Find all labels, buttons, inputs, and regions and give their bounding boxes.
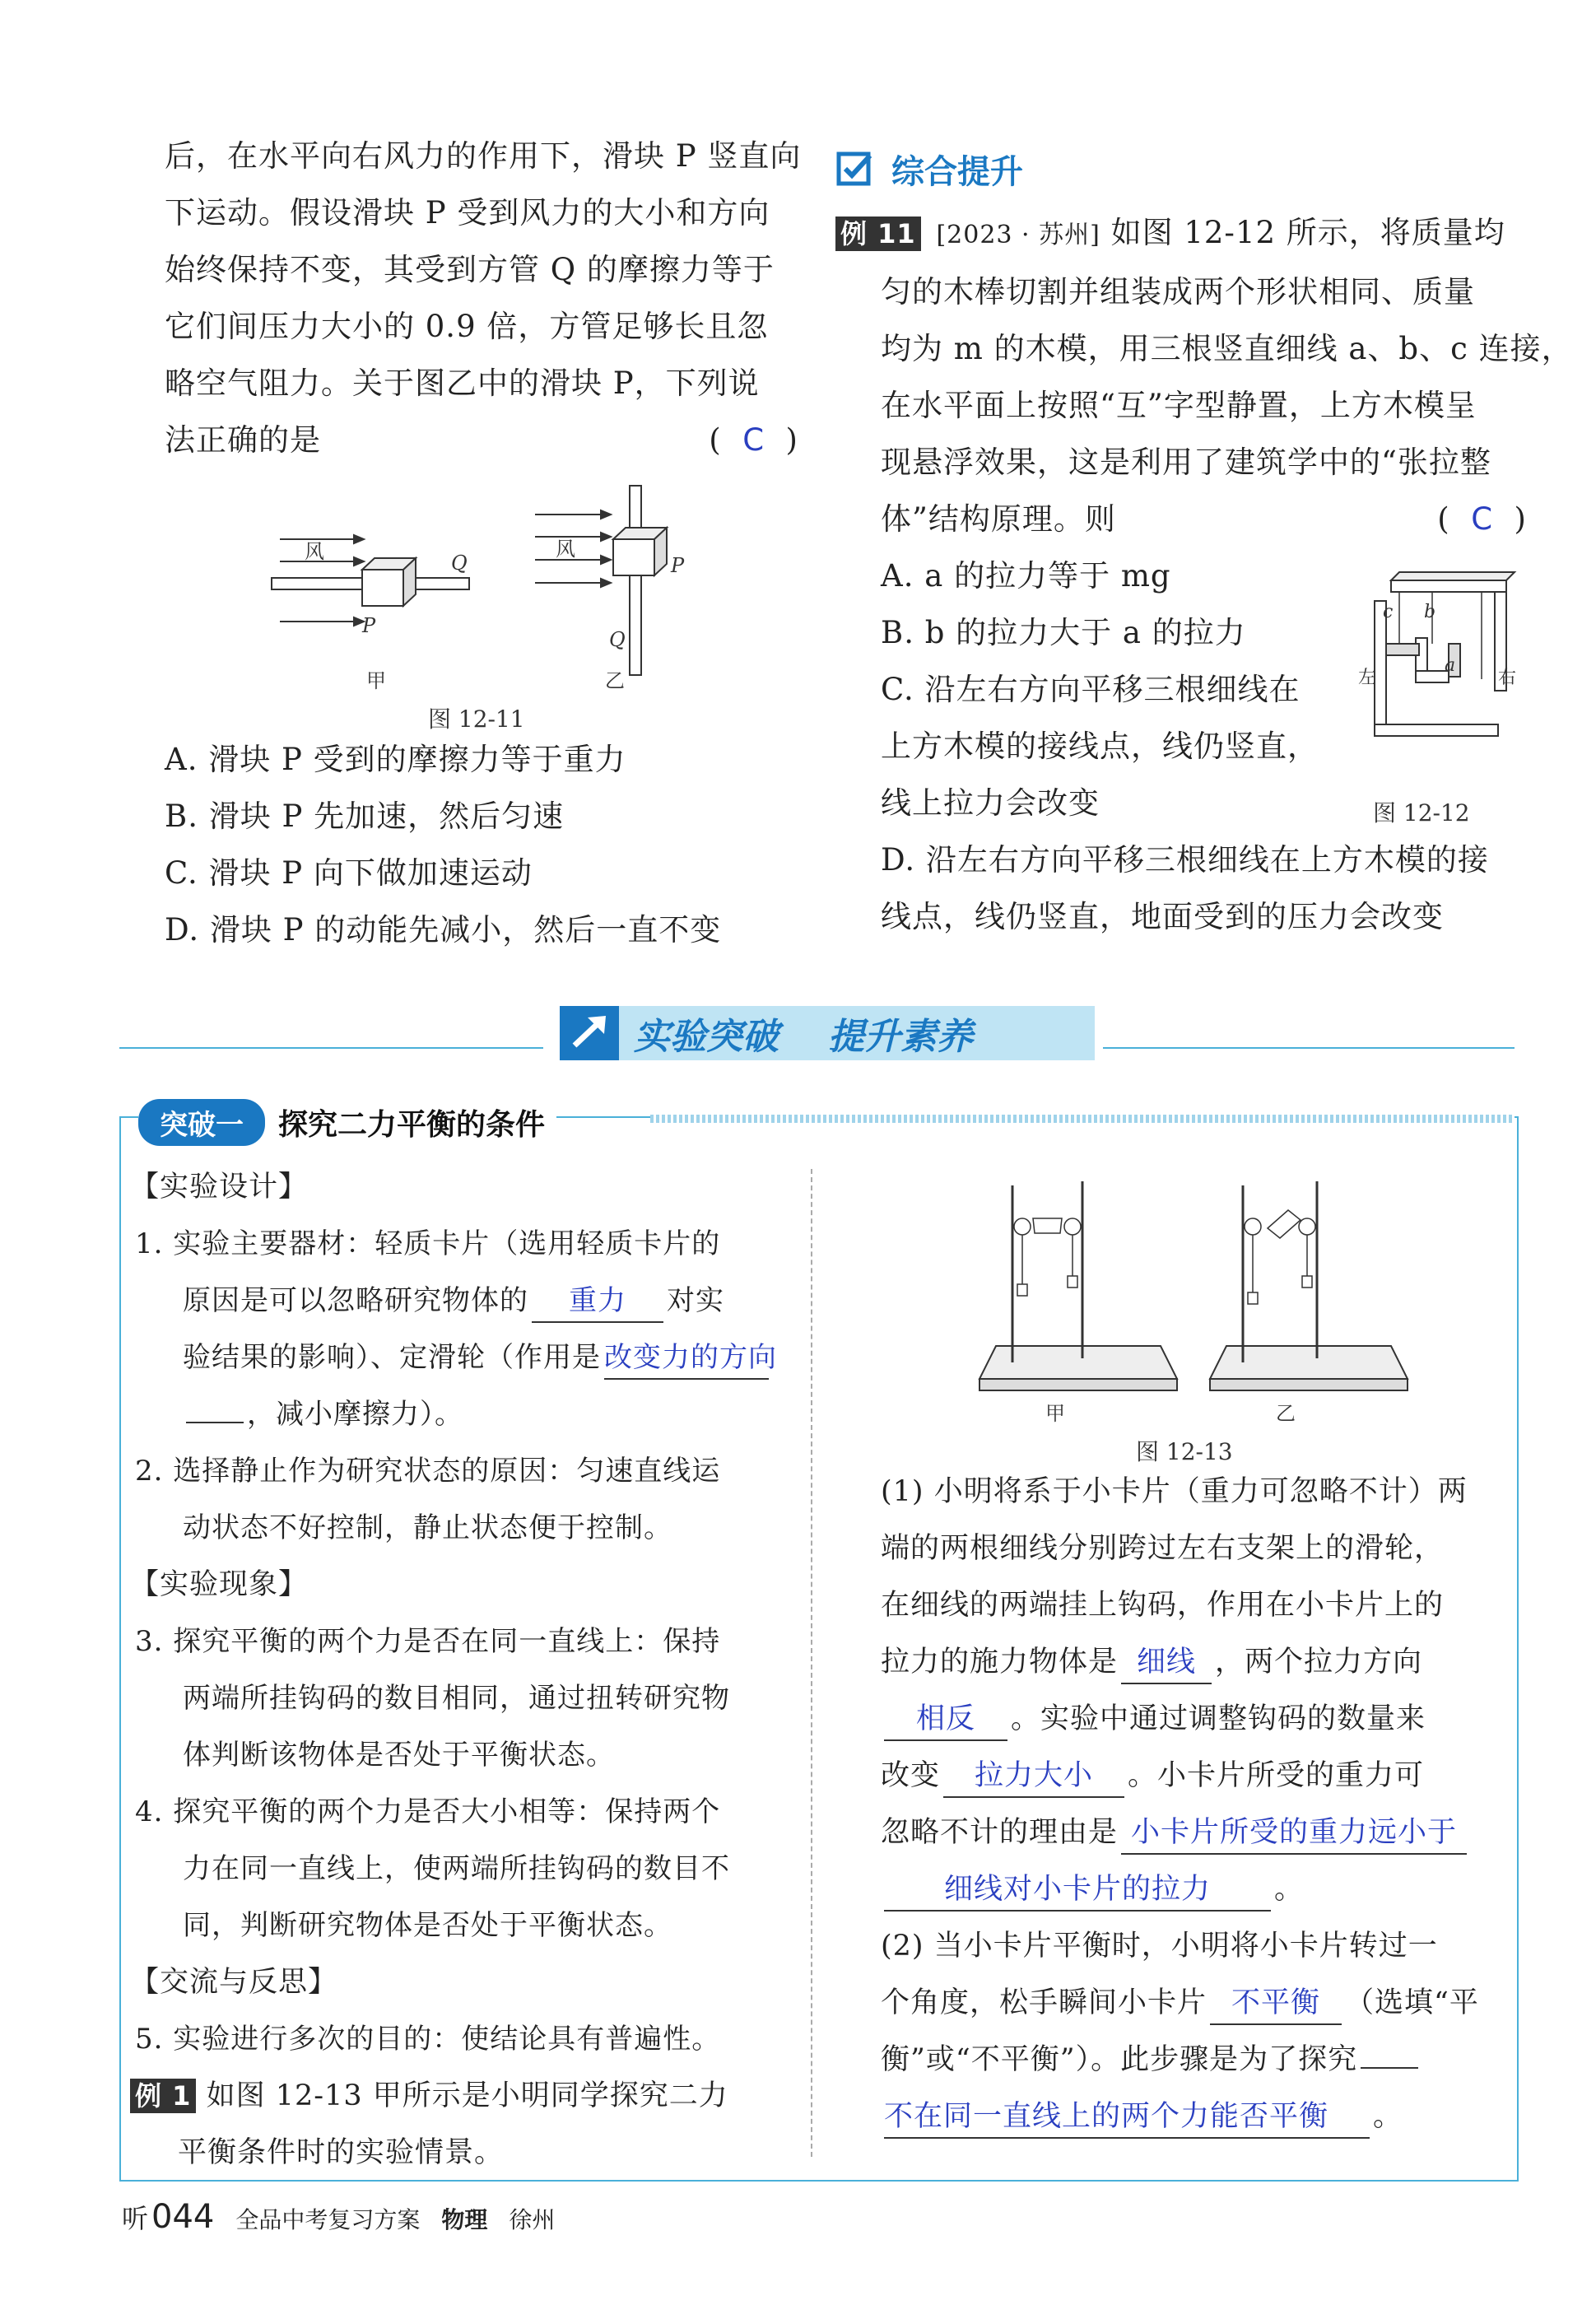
option-b: B. b 的拉力大于 a 的拉力: [881, 615, 1246, 650]
phenomenon-heading: 【实验现象】: [130, 1568, 309, 1601]
q2-line: 不在同一直线上的两个力能否平衡 。: [881, 2088, 1506, 2145]
fig-label-a: a: [1445, 655, 1456, 676]
question-line: 在水平面上按照“互”字型静置，上方木模呈: [881, 388, 1477, 423]
breakthrough-title: 探究二力平衡的条件: [278, 1108, 546, 1142]
fig-label-right: 右: [1498, 668, 1517, 688]
fig-label-wind: 风: [305, 540, 324, 563]
design-heading: 【实验设计】: [130, 1171, 309, 1204]
q1-line: 细线对小卡片的拉力 。: [881, 1861, 1506, 1918]
checkbox-icon: [835, 149, 875, 189]
header-stripe: [650, 1115, 1515, 1123]
item-5: 5. 实验进行多次的目的：使结论具有普遍性。: [135, 2023, 721, 2056]
question-line: 始终保持不变，其受到方管 Q 的摩擦力等于: [165, 252, 775, 287]
left-box-column: [130, 1159, 805, 2182]
blank-answer: 小卡片所受的重力远小于: [1121, 1812, 1467, 1855]
fig-label-q: Q: [609, 628, 626, 651]
item-2-line: 动状态不好控制，静止状态便于控制。: [183, 1511, 672, 1544]
option-c-cont: 线上拉力会改变: [881, 785, 1100, 821]
item-4-line: 同，判断研究物体是否处于平衡状态。: [183, 1909, 672, 1942]
question-line: 下运动。假设滑块 P 受到风力的大小和方向: [165, 195, 770, 231]
item-3: 3. 探究平衡的两个力是否在同一直线上：保持: [135, 1625, 721, 1658]
reflection-heading: 【交流与反思】: [130, 1966, 338, 1999]
subject: 物理: [441, 2206, 488, 2233]
figure-caption: 图 12-11: [428, 705, 525, 733]
figure-12-11: [263, 477, 724, 700]
item-1-line: 原因是可以忽略研究物体的 重力 对实: [183, 1273, 805, 1329]
answer-bracket: ( C ): [709, 422, 798, 458]
option-b: B. 滑块 P 先加速，然后匀速: [165, 799, 565, 834]
page-number: 044: [151, 2198, 215, 2236]
figure-caption: 图 12-13: [1136, 1438, 1233, 1465]
blank-answer: 细线对小卡片的拉力: [884, 1869, 1271, 1912]
blank-answer: 改变力的方向: [604, 1337, 769, 1380]
blank-answer: 不平衡: [1210, 1982, 1342, 2025]
fig-label-jia: 甲: [1045, 1402, 1065, 1425]
footer: [122, 2198, 555, 2236]
example-line: 平衡条件时的实验情景。: [178, 2136, 505, 2169]
left-top-column: [165, 128, 807, 468]
q2-line: 衡”或“不平衡”）。此步骤是为了探究: [881, 2032, 1506, 2088]
fig-label-p: P: [671, 554, 685, 577]
item-4: 4. 探究平衡的两个力是否大小相等：保持两个: [135, 1795, 721, 1828]
option-a: A. a 的拉力等于 mg: [881, 558, 1171, 594]
banner-text-2: 提升素养: [828, 1016, 973, 1058]
section-title: 综合提升: [891, 152, 1023, 191]
question-line: 均为 m 的木模，用三根竖直细线 a、b、c 连接，: [881, 331, 1573, 366]
answer-bracket: ( C ): [1437, 501, 1527, 537]
right-box-column: [881, 1464, 1506, 2145]
q2-line: 个角度，松手瞬间小卡片 不平衡 （选填“平: [881, 1975, 1506, 2032]
option-a: A. 滑块 P 受到的摩擦力等于重力: [165, 742, 626, 777]
blank-answer: 细线: [1121, 1641, 1212, 1684]
q1-line: 在细线的两端挂上钩码，作用在小卡片上的: [881, 1589, 1445, 1622]
fig-label-wind: 风: [556, 538, 575, 561]
question-line: 体”结构原理。则 ( C ): [881, 491, 1527, 547]
question-line: 略空气阻力。关于图乙中的滑块 P，下列说: [165, 366, 760, 401]
q1-line: 拉力的施力物体是 细线 ，两个拉力方向: [881, 1634, 1506, 1691]
example-label: 例 1: [130, 2079, 196, 2113]
figure-12-12: [1358, 568, 1523, 790]
blank-answer: 不在同一直线上的两个力能否平衡: [884, 2096, 1370, 2139]
column-divider: [811, 1169, 812, 2157]
fig-label-p: P: [362, 614, 376, 637]
question-line: 现悬浮效果，这是利用了建筑学中的“张拉整: [881, 445, 1491, 480]
blank-answer: 重力: [532, 1280, 663, 1323]
left-top-options: [165, 731, 721, 958]
fig-label-b: b: [1424, 602, 1436, 622]
item-1: 1. 实验主要器材：轻质卡片（选用轻质卡片的: [135, 1227, 721, 1260]
fig-label-left: 左: [1358, 668, 1377, 688]
example-line: 例 1 如图 12-13 甲所示是小明同学探究二力: [130, 2068, 805, 2125]
fig-label-c: c: [1383, 602, 1394, 622]
fig-label-q: Q: [451, 552, 468, 575]
option-c: C. 沿左右方向平移三根细线在: [881, 672, 1301, 707]
item-4-line: 力在同一直线上，使两端所挂钩码的数目不: [183, 1852, 730, 1885]
question-line: 匀的木棒切割并组装成两个形状相同、质量: [881, 274, 1475, 310]
footer-listen: 听: [122, 2203, 149, 2234]
example-label: 例 11: [835, 217, 921, 251]
answer: C: [742, 422, 765, 458]
q1-line: 改变 拉力大小 。小卡片所受的重力可: [881, 1748, 1506, 1804]
option-d: D. 滑块 P 的动能先减小，然后一直不变: [165, 912, 722, 948]
blank-start: [1361, 2067, 1418, 2069]
answer: C: [1471, 501, 1494, 537]
option-c: C. 滑块 P 向下做加速运动: [165, 855, 533, 891]
section-header: [835, 144, 1023, 193]
blank-answer: 拉力大小: [943, 1755, 1124, 1798]
item-1-line: 验结果的影响）、定滑轮（作用是 改变力的方向: [183, 1329, 805, 1386]
option-d: D. 沿左右方向平移三根细线在上方木模的接: [881, 842, 1489, 878]
item-1-line: ，减小摩擦力）。: [183, 1386, 805, 1443]
q1-line: 端的两根细线分别跨过左右支架上的滑轮，: [881, 1532, 1445, 1565]
item-3-line: 体判断该物体是否处于平衡状态。: [183, 1739, 615, 1772]
q1-line: 忽略不计的理由是 小卡片所受的重力远小于: [881, 1804, 1506, 1861]
option-c-cont: 上方木模的接线点，线仍竖直，: [881, 729, 1319, 764]
question-line: 法正确的是 ( C ): [165, 412, 807, 468]
option-d-cont: 线点，线仍竖直，地面受到的压力会改变: [881, 899, 1444, 934]
question-source: [2023 · 苏州]: [936, 221, 1100, 249]
breakthrough-header: [138, 1099, 556, 1146]
item-2: 2. 选择静止作为研究状态的原因：匀速直线运: [135, 1455, 721, 1488]
fig-label-jia: 甲: [366, 669, 386, 692]
q1-line: (1) 小明将系于小卡片（重力可忽略不计）两: [881, 1475, 1468, 1508]
question-line: 它们间压力大小的 0.9 倍，方管足够长且忽: [165, 309, 769, 344]
q2-line: (2) 当小卡片平衡时，小明将小卡片转过一: [881, 1930, 1438, 1963]
blank-answer: 相反: [884, 1698, 1007, 1741]
question-line: 例 11 [2023 · 苏州] 如图 12-12 所示，将质量均: [835, 204, 1527, 263]
book-title: 全品中考复习方案: [235, 2206, 421, 2233]
breakthrough-tag: 突破一: [138, 1099, 265, 1146]
banner-text-1: 实验突破: [634, 1016, 779, 1058]
figure-caption: 图 12-12: [1373, 799, 1470, 827]
item-3-line: 两端所挂钩码的数目相同，通过扭转研究物: [183, 1682, 730, 1715]
fig-label-yi: 乙: [605, 669, 625, 692]
q1-line: 相反 。实验中通过调整钩码的数量来: [881, 1691, 1506, 1748]
city: 徐州: [509, 2206, 556, 2233]
arrow-icon: [560, 1006, 619, 1060]
blank-continuation: [186, 1422, 244, 1423]
question-line: 后，在水平向右风力的作用下，滑块 P 竖直向: [165, 138, 802, 174]
section-banner: [560, 1006, 1095, 1060]
figure-12-13: [963, 1169, 1424, 1432]
fig-label-yi: 乙: [1276, 1402, 1296, 1425]
